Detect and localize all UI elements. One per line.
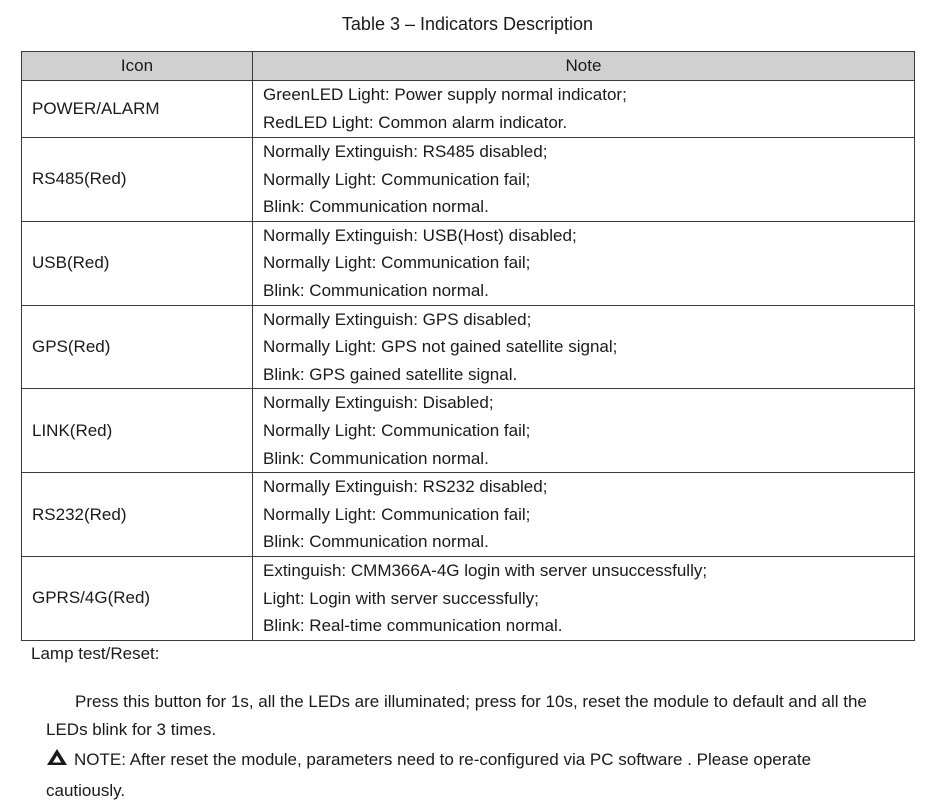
- note-line: Blink: Communication normal.: [263, 280, 489, 300]
- warning-triangle-icon: [46, 746, 68, 776]
- table-row: [22, 473, 915, 557]
- note-line: Normally Light: Communication fail;: [263, 420, 531, 440]
- table-row: [22, 556, 915, 640]
- indicator-name: RS485(Red): [22, 138, 253, 222]
- note-line: Blink: Communication normal.: [263, 197, 489, 217]
- table-row: [22, 138, 915, 222]
- table-row: [22, 389, 915, 473]
- indicator-note: [253, 221, 915, 305]
- indicator-note: [253, 138, 915, 222]
- note-line: Blink: Real-time communication normal.: [263, 616, 563, 636]
- note-line: Normally Extinguish: GPS disabled;: [263, 309, 532, 329]
- indicator-name: RS232(Red): [22, 473, 253, 557]
- note-line: Normally Light: Communication fail;: [263, 169, 531, 189]
- note-line: Normally Light: Communication fail;: [263, 253, 531, 273]
- indicator-note: [253, 305, 915, 389]
- indicator-note: [253, 389, 915, 473]
- note-line: Blink: Communication normal.: [263, 532, 489, 552]
- table-caption: Table 3 – Indicators Description: [341, 14, 594, 34]
- note-line: RedLED Light: Common alarm indicator.: [263, 113, 568, 132]
- note-line: Extinguish: CMM366A-4G login with server unsuccessfully;: [263, 560, 708, 580]
- note-line: Light: Login with server successfully;: [263, 588, 539, 608]
- note-line: Normally Extinguish: RS232 disabled;: [263, 477, 548, 497]
- note-line: Normally Extinguish: USB(Host) disabled;: [263, 225, 577, 245]
- lamp-test-heading: Lamp test/Reset:: [31, 644, 160, 663]
- indicator-name: GPS(Red): [22, 305, 253, 389]
- note-line: Blink: GPS gained satellite signal.: [263, 364, 518, 384]
- note-line: Normally Extinguish: Disabled;: [263, 393, 494, 413]
- lamp-test-paragraph: Press this button for 1s, all the LEDs are illuminated; press for 10s, reset the module to default and all the LEDs blink for 3 times.: [46, 692, 867, 739]
- header-note: Note: [253, 52, 915, 81]
- table-header-row: [22, 52, 915, 81]
- indicator-name: LINK(Red): [22, 389, 253, 473]
- indicator-note: [253, 81, 915, 138]
- reset-note-text: NOTE: After reset the module, parameters need to re-configured via PC software . Please operate cautiously.: [46, 750, 812, 800]
- indicator-name: USB(Red): [22, 221, 253, 305]
- reset-note: [46, 745, 891, 806]
- note-line: GreenLED Light: Power supply normal indicator;: [263, 85, 627, 104]
- note-line: Blink: Communication normal.: [263, 448, 489, 468]
- indicator-name: POWER/ALARM: [22, 81, 253, 138]
- indicators-table: [21, 51, 915, 641]
- header-icon: Icon: [22, 52, 253, 81]
- indicator-name: GPRS/4G(Red): [22, 556, 253, 640]
- indicator-note: [253, 556, 915, 640]
- table-row: [22, 305, 915, 389]
- table-row: [22, 221, 915, 305]
- note-line: Normally Light: Communication fail;: [263, 504, 531, 524]
- table-row: [22, 81, 915, 138]
- indicator-note: [253, 473, 915, 557]
- note-line: Normally Light: GPS not gained satellite signal;: [263, 337, 618, 357]
- note-line: Normally Extinguish: RS485 disabled;: [263, 142, 548, 161]
